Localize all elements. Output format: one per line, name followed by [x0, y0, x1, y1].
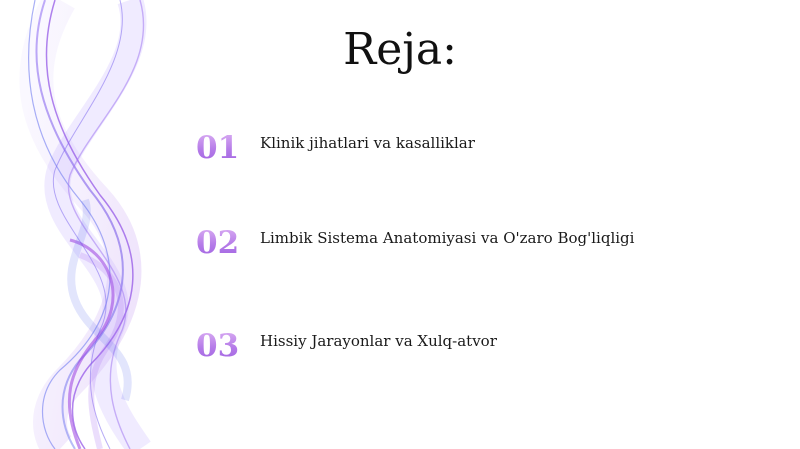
agenda-item-number: 01: [196, 128, 248, 168]
agenda-item: [196, 326, 756, 366]
decorative-ribbon-graphic: [0, 0, 210, 449]
agenda-item: [196, 128, 756, 168]
agenda-item-label: Limbik Sistema Anatomiyasi va O'zaro Bog'liqligi: [260, 229, 635, 247]
agenda-item-label: Klinik jihatlari va kasalliklar: [260, 134, 475, 152]
agenda-item-number: 02: [196, 223, 248, 263]
slide-title: Reja:: [343, 24, 457, 75]
agenda-item-number: 03: [196, 326, 248, 366]
agenda-item: [196, 223, 756, 263]
agenda-item-label: Hissiy Jarayonlar va Xulq-atvor: [260, 332, 497, 350]
